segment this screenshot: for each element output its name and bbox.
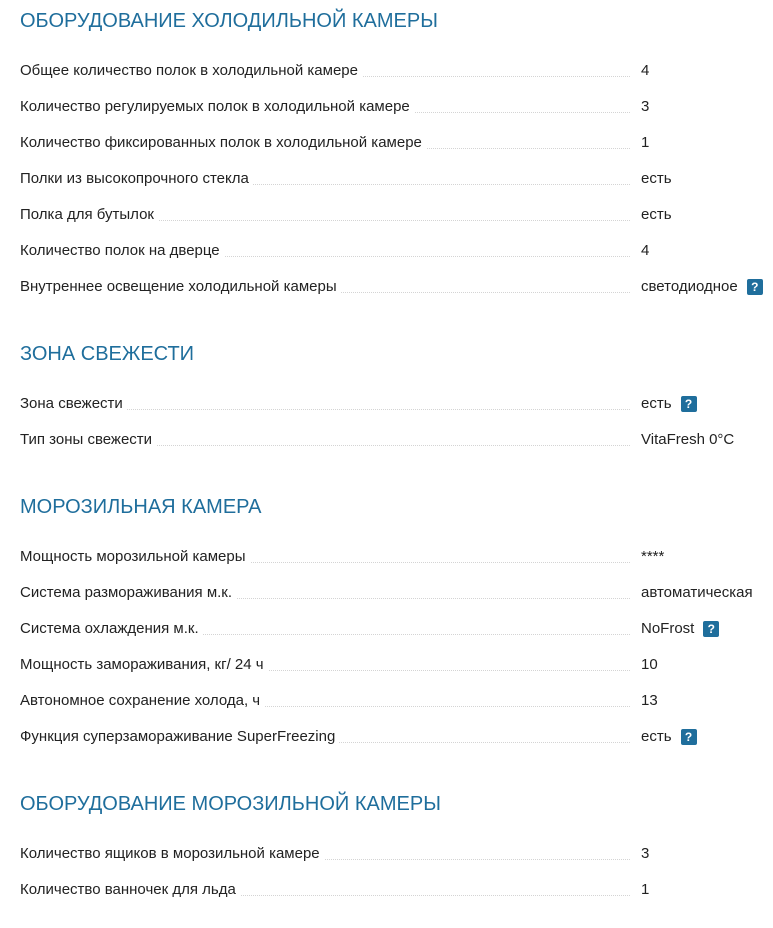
spec-label: Зона свежести (20, 392, 127, 416)
section-title: ОБОРУДОВАНИЕ ХОЛОДИЛЬНОЙ КАМЕРЫ (20, 10, 438, 32)
spec-row (20, 653, 773, 677)
question-icon[interactable]: ? (681, 396, 697, 412)
spec-value-cell (641, 725, 697, 749)
spec-value: NoFrost (641, 620, 695, 637)
spec-value-cell (641, 203, 672, 227)
spec-value-cell (641, 545, 664, 569)
question-icon[interactable]: ? (747, 279, 763, 295)
spec-label: Полки из высокопрочного стекла (20, 167, 253, 191)
spec-label: Общее количество полок в холодильной камере (20, 59, 362, 83)
spec-row (20, 275, 773, 299)
spec-label: Количество полок на дверце (20, 239, 224, 263)
spec-value: **** (641, 548, 665, 565)
spec-value: есть (641, 728, 672, 745)
spec-value: светодиодное (641, 278, 738, 295)
spec-label: Мощность замораживания, кг/ 24 ч (20, 653, 268, 677)
section-title: ОБОРУДОВАНИЕ МОРОЗИЛЬНОЙ КАМЕРЫ (20, 793, 441, 815)
spec-row (20, 239, 773, 263)
spec-value-cell (641, 653, 658, 677)
spec-label: Внутреннее освещение холодильной камеры (20, 275, 341, 299)
spec-value-cell (641, 131, 649, 155)
spec-value-cell (641, 167, 672, 191)
spec-value-cell (641, 275, 763, 299)
spec-row (20, 167, 773, 191)
spec-row (20, 428, 773, 452)
spec-value: VitaFresh 0°C (641, 431, 735, 448)
spec-value-cell (641, 428, 734, 452)
spec-value: 10 (641, 656, 658, 673)
spec-row (20, 581, 773, 605)
section-title: ЗОНА СВЕЖЕСТИ (20, 343, 195, 365)
spec-label: Тип зоны свежести (20, 428, 156, 452)
spec-value: 3 (641, 845, 650, 862)
spec-value: автоматическая (641, 584, 753, 601)
spec-value-cell (641, 689, 658, 713)
question-icon[interactable]: ? (703, 621, 719, 637)
spec-value-cell (641, 878, 649, 902)
spec-value-cell (641, 95, 649, 119)
spec-label: Полка для бутылок (20, 203, 158, 227)
spec-value-cell (641, 842, 649, 866)
spec-label: Количество фиксированных полок в холодильной камере (20, 131, 426, 155)
spec-row (20, 131, 773, 155)
spec-value: 3 (641, 98, 650, 115)
spec-row (20, 842, 773, 866)
question-icon[interactable]: ? (681, 729, 697, 745)
spec-row (20, 545, 773, 569)
spec-label: Система размораживания м.к. (20, 581, 236, 605)
spec-row (20, 392, 773, 416)
spec-label: Количество ящиков в морозильной камере (20, 842, 324, 866)
spec-row (20, 59, 773, 83)
spec-value: есть (641, 170, 672, 187)
spec-value: 13 (641, 692, 658, 709)
spec-row (20, 689, 773, 713)
spec-value: 4 (641, 242, 650, 259)
spec-row (20, 203, 773, 227)
spec-value: есть (641, 395, 672, 412)
spec-value-cell (641, 239, 649, 263)
spec-row (20, 95, 773, 119)
spec-label: Мощность морозильной камеры (20, 545, 250, 569)
spec-value-cell (641, 59, 649, 83)
spec-label: Автономное сохранение холода, ч (20, 689, 264, 713)
spec-value: есть (641, 206, 672, 223)
spec-value-cell (641, 392, 697, 416)
spec-label: Количество регулируемых полок в холодильной камере (20, 95, 414, 119)
spec-row (20, 725, 773, 749)
section-title: МОРОЗИЛЬНАЯ КАМЕРА (20, 496, 262, 518)
spec-value: 1 (641, 881, 650, 898)
spec-label: Количество ванночек для льда (20, 878, 240, 902)
spec-value: 1 (641, 134, 650, 151)
spec-row (20, 617, 773, 641)
spec-value: 4 (641, 62, 650, 79)
spec-label: Система охлаждения м.к. (20, 617, 203, 641)
spec-value-cell (641, 617, 719, 641)
spec-value-cell (641, 581, 753, 605)
spec-row (20, 878, 773, 902)
spec-label: Функция суперзамораживание SuperFreezing (20, 725, 339, 749)
